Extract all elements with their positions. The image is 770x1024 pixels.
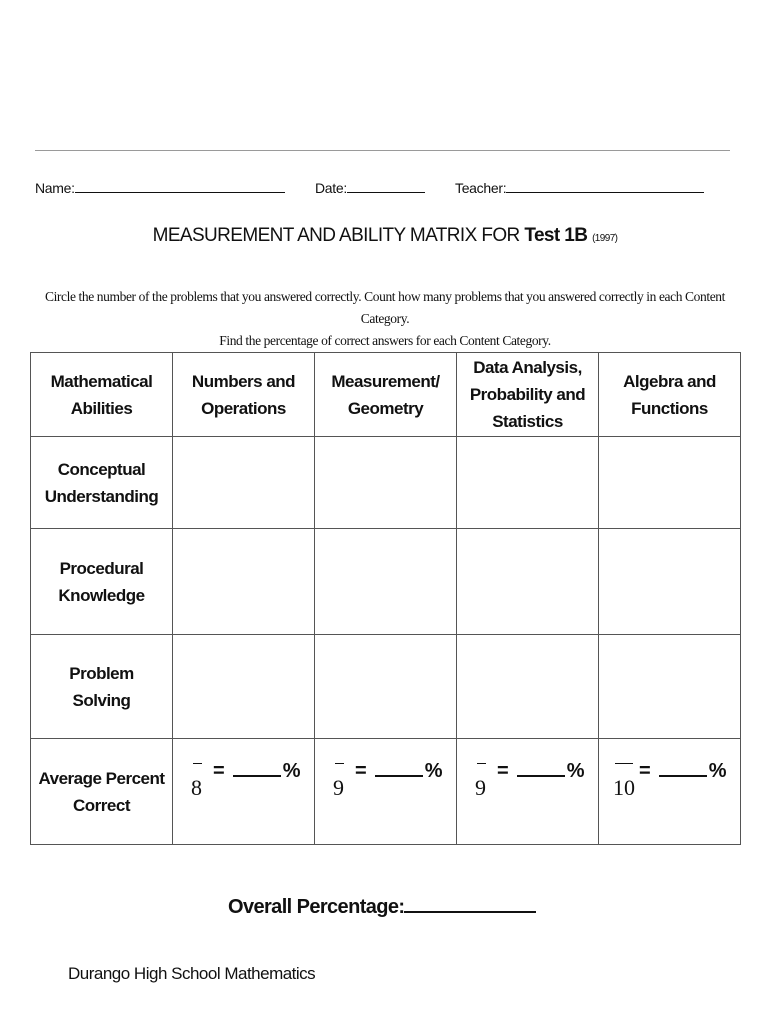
date-blank[interactable] (347, 180, 425, 193)
teacher-blank[interactable] (506, 180, 704, 193)
percent-equation: = % (639, 759, 727, 782)
title-test: Test 1B (524, 225, 588, 246)
name-blank[interactable] (75, 180, 285, 193)
percent-equation: = % (213, 759, 301, 782)
name-label: Name: (35, 180, 75, 196)
top-rule (35, 150, 730, 151)
denominator: 9 (475, 774, 486, 800)
cell-problem-algebra[interactable] (599, 635, 741, 739)
cell-average-algebra[interactable] (599, 739, 741, 845)
row-conceptual (31, 437, 741, 529)
cell-conceptual-algebra[interactable] (599, 437, 741, 529)
numerator-blank[interactable] (335, 763, 344, 764)
col-header-abilities: Mathematical Abilities (31, 353, 173, 437)
row-procedural (31, 529, 741, 635)
cell-problem-measurement[interactable] (315, 635, 457, 739)
percent-blank[interactable] (659, 759, 707, 777)
col-header-data-analysis: Data Analysis, Probability and Statistics (457, 353, 599, 437)
date-field[interactable] (315, 180, 425, 196)
numerator-blank[interactable] (477, 763, 486, 764)
row-label-conceptual: Conceptual Understanding (31, 437, 173, 529)
cell-average-numbers[interactable] (173, 739, 315, 845)
row-problem-solving (31, 635, 741, 739)
overall-blank[interactable] (404, 893, 536, 913)
title-prefix: MEASUREMENT AND ABILITY MATRIX FOR (152, 225, 520, 246)
cell-problem-numbers[interactable] (173, 635, 315, 739)
teacher-label: Teacher: (455, 180, 507, 196)
cell-average-data[interactable] (457, 739, 599, 845)
overall-percentage[interactable] (228, 893, 536, 919)
row-average (31, 739, 741, 845)
numerator-blank[interactable] (193, 763, 202, 764)
row-label-procedural: Procedural Knowledge (31, 529, 173, 635)
footer-school: Durango High School Mathematics (68, 964, 316, 983)
date-label: Date: (315, 180, 347, 196)
overall-label: Overall Percentage: (228, 896, 405, 918)
cell-problem-data[interactable] (457, 635, 599, 739)
instructions-line-2: Find the percentage of correct answers for each Content Category. (219, 333, 551, 348)
cell-average-measurement[interactable] (315, 739, 457, 845)
name-field[interactable] (35, 180, 285, 196)
teacher-field[interactable] (455, 180, 704, 196)
cell-conceptual-numbers[interactable] (173, 437, 315, 529)
denominator: 8 (191, 774, 202, 800)
col-header-numbers: Numbers and Operations (173, 353, 315, 437)
cell-procedural-measurement[interactable] (315, 529, 457, 635)
denominator: 10 (613, 774, 635, 800)
header-row (31, 353, 741, 437)
percent-blank[interactable] (517, 759, 565, 777)
percent-equation: = % (497, 759, 585, 782)
title-year: (1997) (592, 233, 618, 244)
percent-equation: = % (355, 759, 443, 782)
instructions-line-1: Circle the number of the problems that you answered correctly. Count how many problems that you answered correctly in each Content Category. (44, 289, 726, 326)
denominator: 9 (333, 774, 344, 800)
row-label-average: Average Percent Correct (31, 739, 173, 845)
cell-procedural-algebra[interactable] (599, 529, 741, 635)
numerator-blank[interactable] (615, 763, 633, 764)
percent-blank[interactable] (375, 759, 423, 777)
row-label-problem-solving: Problem Solving (31, 635, 173, 739)
cell-conceptual-measurement[interactable] (315, 437, 457, 529)
col-header-measurement: Measurement/ Geometry (315, 353, 457, 437)
instructions (20, 286, 750, 352)
cell-conceptual-data[interactable] (457, 437, 599, 529)
page-title (0, 225, 770, 247)
percent-blank[interactable] (233, 759, 281, 777)
cell-procedural-data[interactable] (457, 529, 599, 635)
col-header-algebra: Algebra and Functions (599, 353, 741, 437)
ability-matrix (30, 352, 741, 845)
cell-procedural-numbers[interactable] (173, 529, 315, 635)
